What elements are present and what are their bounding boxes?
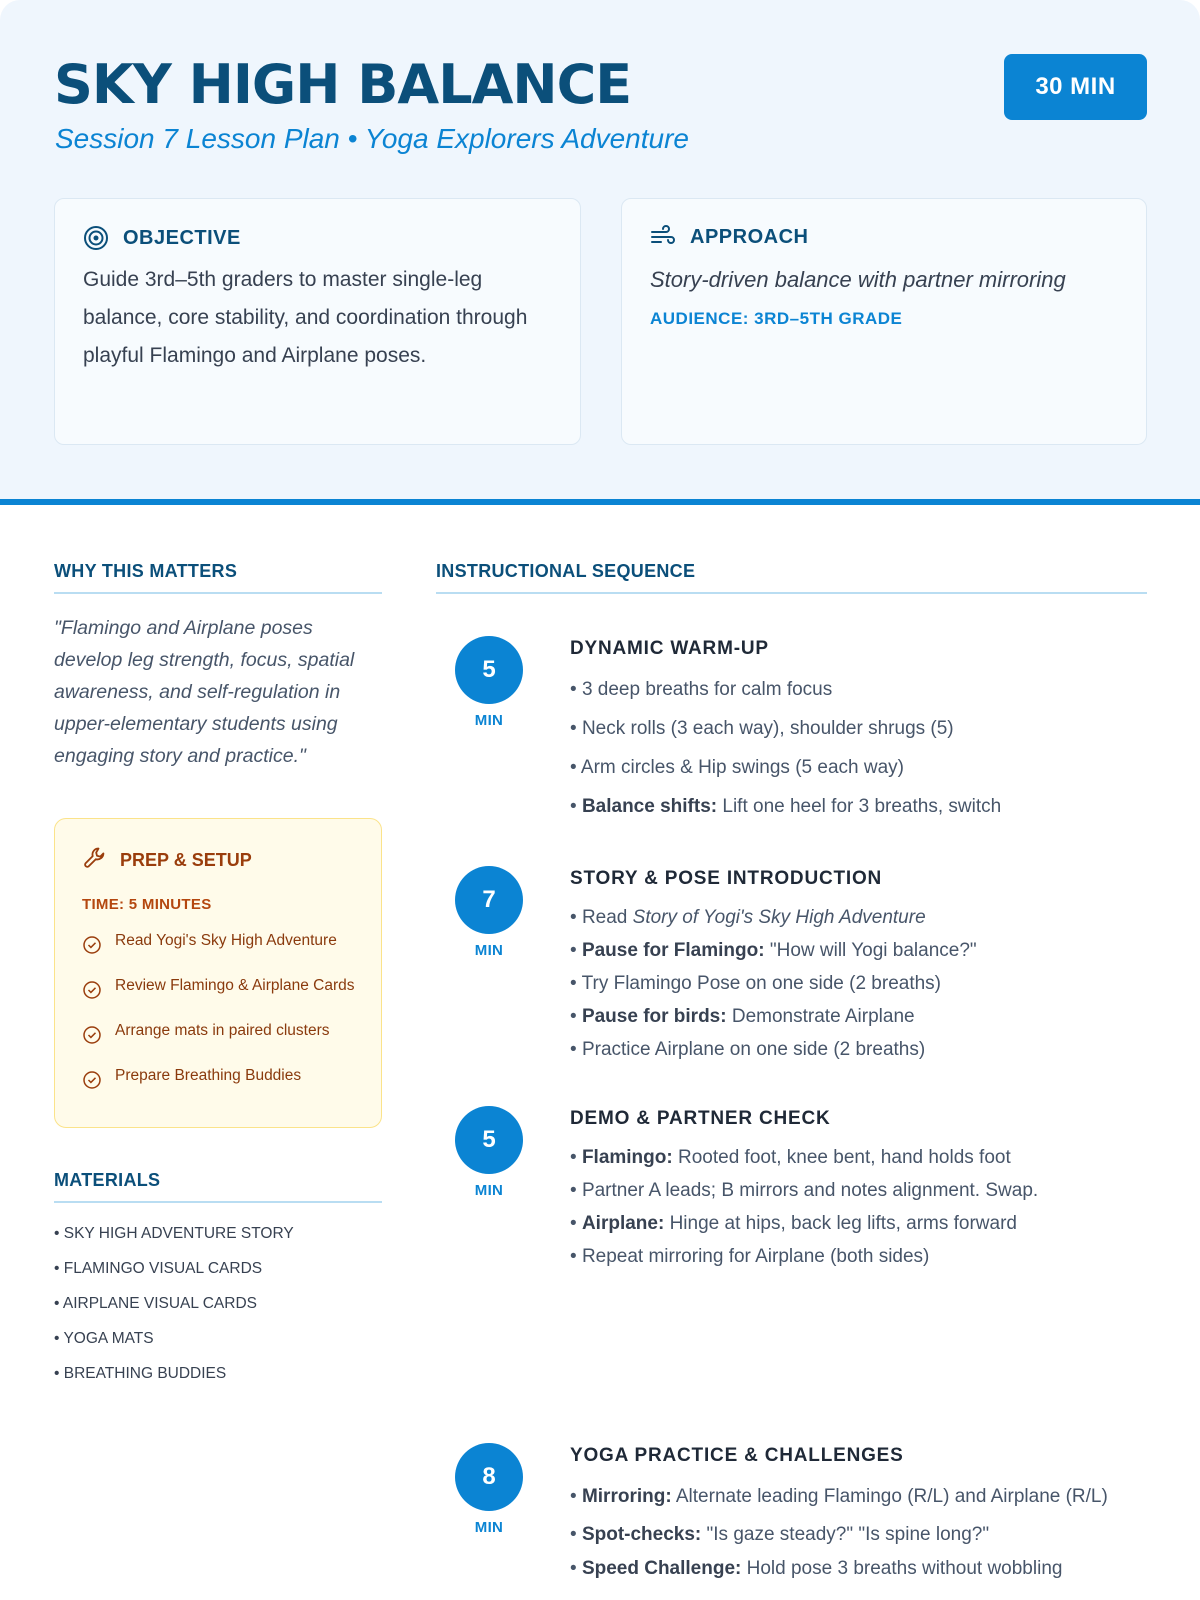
approach-heading <box>650 225 808 249</box>
step-item: • Neck rolls (3 each way), shoulder shrugs (5) <box>570 718 954 739</box>
prep-item <box>82 931 372 961</box>
material-item: • YOGA MATS <box>54 1330 154 1347</box>
sequence-heading: INSTRUCTIONAL SEQUENCE <box>436 561 1147 594</box>
material-item: • FLAMINGO VISUAL CARDS <box>54 1260 263 1277</box>
header <box>0 0 1200 505</box>
step-item: • Speed Challenge: Hold pose 3 breaths without wobbling <box>570 1558 1063 1579</box>
check-circle-icon <box>82 976 102 1006</box>
step-item: • Mirroring: Alternate leading Flamingo (R/L) and Airplane (R/L) <box>570 1486 1108 1507</box>
step-item: • 3 deep breaths for calm focus <box>570 679 833 700</box>
objective-text: Guide 3rd–5th graders to master single-leg balance, core stability, and coordination through playful Flamingo and Airplane poses. <box>83 268 528 367</box>
why-quote: "Flamingo and Airplane poses develop leg strength, focus, spatial awareness, and self-regulation in upper-elementary students using engaging story and practice." <box>54 617 355 767</box>
step-minutes-badge: 5 <box>455 1106 523 1174</box>
objective-heading-label: OBJECTIVE <box>123 226 241 249</box>
prep-item <box>82 976 372 1006</box>
step-item: • Airplane: Hinge at hips, back leg lifts, arms forward <box>570 1213 1017 1234</box>
step-minutes-badge: 5 <box>455 636 523 704</box>
objective-card <box>54 198 581 445</box>
prep-heading-label: PREP & SETUP <box>120 850 252 870</box>
prep-item-label: Review Flamingo & Airplane Cards <box>115 977 355 994</box>
page-title: SKY HIGH BALANCE <box>54 53 632 116</box>
material-item: • BREATHING BUDDIES <box>54 1365 227 1382</box>
step-item: • Practice Airplane on one side (2 breaths) <box>570 1039 926 1060</box>
step-list <box>570 678 1130 819</box>
step-item: • Flamingo: Rooted foot, knee bent, hand holds foot <box>570 1147 1011 1168</box>
prep-item-label: Read Yogi's Sky High Adventure <box>115 932 337 949</box>
approach-text: Story-driven balance with partner mirroring <box>650 267 1066 292</box>
prep-item <box>82 1066 372 1096</box>
check-circle-icon <box>82 1021 102 1051</box>
wrench-icon <box>82 845 108 876</box>
check-circle-icon <box>82 931 102 961</box>
step-item: • Balance shifts: Lift one heel for 3 breaths, switch <box>570 796 1002 817</box>
step-item: • Read Story of Yogi's Sky High Adventure <box>570 907 926 928</box>
step-item: • Partner A leads; B mirrors and notes alignment. Swap. <box>570 1180 1039 1201</box>
prep-item-label: Arrange mats in paired clusters <box>115 1022 330 1039</box>
step-item: • Spot-checks: "Is gaze steady?" "Is spine long?" <box>570 1524 990 1545</box>
step-minutes-unit: MIN <box>474 712 504 729</box>
wind-icon <box>650 225 676 249</box>
step-minutes-badge: 8 <box>455 1443 523 1511</box>
step-minutes-unit: MIN <box>474 942 504 959</box>
prep-item-label: Prepare Breathing Buddies <box>115 1067 302 1084</box>
step-title: DEMO & PARTNER CHECK <box>570 1108 831 1129</box>
materials-heading: MATERIALS <box>54 1170 382 1203</box>
approach-heading-label: APPROACH <box>690 225 809 248</box>
step-list <box>570 1485 1130 1581</box>
step-minutes-unit: MIN <box>474 1519 504 1536</box>
check-circle-icon <box>82 1066 102 1096</box>
step-list <box>570 1146 1130 1269</box>
objective-heading <box>83 225 241 251</box>
material-item: • AIRPLANE VISUAL CARDS <box>54 1295 257 1312</box>
step-item: • Try Flamingo Pose on one side (2 breaths) <box>570 973 942 994</box>
material-item: • SKY HIGH ADVENTURE STORY <box>54 1225 294 1242</box>
step-title: STORY & POSE INTRODUCTION <box>570 868 883 889</box>
step-list <box>570 906 1130 1062</box>
page-subtitle: Session 7 Lesson Plan • Yoga Explorers Adventure <box>55 123 689 154</box>
prep-heading <box>82 845 252 876</box>
step-minutes-badge: 7 <box>455 866 523 934</box>
prep-item <box>82 1021 372 1051</box>
why-heading: WHY THIS MATTERS <box>54 561 382 594</box>
step-item: • Arm circles & Hip swings (5 each way) <box>570 757 904 778</box>
prep-card <box>54 818 382 1128</box>
step-minutes-unit: MIN <box>474 1182 504 1199</box>
step-title: YOGA PRACTICE & CHALLENGES <box>570 1445 904 1466</box>
prep-list <box>82 931 372 1111</box>
approach-card <box>621 198 1147 445</box>
prep-time: TIME: 5 MINUTES <box>82 896 212 913</box>
target-icon <box>83 225 109 251</box>
step-title: DYNAMIC WARM-UP <box>570 638 769 659</box>
duration-badge: 30 MIN <box>1004 54 1147 120</box>
step-item: • Repeat mirroring for Airplane (both sides) <box>570 1246 930 1267</box>
step-item: • Pause for Flamingo: "How will Yogi balance?" <box>570 940 977 961</box>
materials-list <box>54 1225 294 1400</box>
step-item: • Pause for birds: Demonstrate Airplane <box>570 1006 915 1027</box>
audience-label: AUDIENCE: 3RD–5TH GRADE <box>650 309 903 328</box>
